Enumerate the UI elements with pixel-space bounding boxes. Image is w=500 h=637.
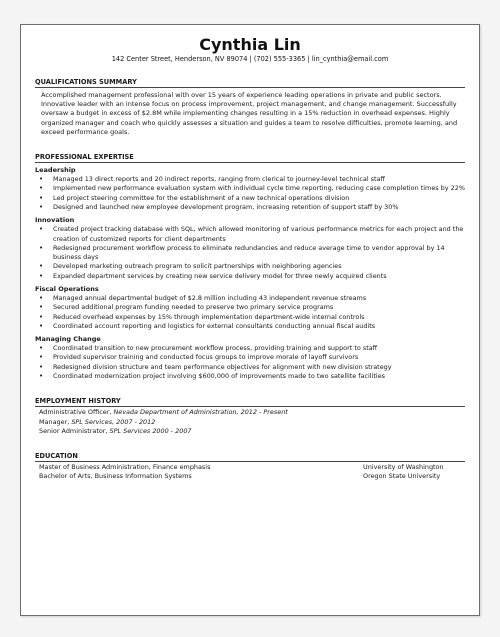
list-item: • Provided supervisor training and conducted focus groups to improve morale of layoff survivors bbox=[35, 353, 465, 362]
list-item: • Coordinated transition to new procurement workflow process, providing training and support to staff bbox=[35, 344, 465, 353]
degree-entry bbox=[35, 463, 465, 472]
expertise-heading: PROFESSIONAL EXPERTISE bbox=[35, 153, 465, 163]
job-org: SPL Services 2000 - 2007 bbox=[109, 426, 192, 435]
job-entry: Administrative Officer, Nevada Department of Administration, 2012 - Present bbox=[39, 408, 288, 417]
list-item: • Managed 13 direct reports and 20 indirect reports, ranging from clerical to journey-level technical staff bbox=[35, 175, 465, 184]
candidate-name: Cynthia Lin bbox=[199, 35, 301, 54]
job-entry: Senior Administrator, SPL Services 2000 - 2007 bbox=[39, 426, 192, 435]
education-list bbox=[35, 463, 465, 481]
job-title: Administrative Officer bbox=[39, 408, 110, 417]
degree-name: Master of Business Administration, Finance emphasis bbox=[39, 462, 211, 471]
list-item: • Coordinated modernization project involving $600,000 of improvements made to two satellite facilities bbox=[35, 372, 465, 381]
list-item: • Managed annual departmental budget of $2.8 million including 43 independent revenue streams bbox=[35, 294, 465, 303]
job-org: Nevada Department of Administration, 2012 - Present bbox=[113, 408, 288, 417]
summary-heading: QUALIFICATIONS SUMMARY bbox=[35, 78, 465, 88]
job-entry: Manager, SPL Services, 2007 - 2012 bbox=[39, 417, 156, 426]
list-item: • Created project tracking database with SQL, which allowed monitoring of various performance metrics for each project and the creation of customized reports for client departments bbox=[35, 225, 465, 244]
group-title: Innovation bbox=[35, 216, 75, 225]
expertise-group-innovation bbox=[35, 216, 465, 281]
school-name: University of Washington bbox=[363, 462, 444, 471]
list-item: • Implemented new performance evaluation system with individual cycle time reporting, reducing case completion times by 22% bbox=[35, 184, 465, 193]
expertise-group-fiscal bbox=[35, 285, 465, 331]
school-name: Oregon State University bbox=[363, 472, 441, 481]
job-title: Manager bbox=[39, 417, 68, 426]
contact-line: 142 Center Street, Henderson, NV 89074 | (702) 555-3365 | lin_cynthia@email.com bbox=[111, 55, 389, 63]
list-item: • Developed marketing outreach program to solicit partnerships with neighboring agencies bbox=[35, 262, 465, 271]
list-item: • Redesigned division structure and team performance objectives for alignment with new division strategy bbox=[35, 363, 465, 372]
education-heading: EDUCATION bbox=[35, 452, 465, 462]
list-item: • Expanded department services by creating new service delivery model for three newly acquired clients bbox=[35, 272, 465, 281]
list-item: • Redesigned procurement workflow process to eliminate redundancies and reduce average time to vendor approval by 14 business days bbox=[35, 244, 465, 263]
resume-page bbox=[20, 24, 480, 616]
expertise-group-change bbox=[35, 335, 465, 381]
list-item: • Led project steering committee for the establishment of a new technical operations division bbox=[35, 194, 465, 203]
employment-list bbox=[35, 408, 465, 436]
expertise-group-leadership bbox=[35, 166, 465, 212]
job-title: Senior Administrator bbox=[39, 426, 106, 435]
list-item: • Designed and launched new employee development program, increasing retention of support staff by 30% bbox=[35, 203, 465, 212]
group-title: Leadership bbox=[35, 166, 76, 175]
list-item: • Coordinated account reporting and logistics for external consultants conducting annual fiscal audits bbox=[35, 322, 465, 331]
list-item: • Secured additional program funding needed to preserve two primary service programs bbox=[35, 303, 465, 312]
degree-name: Bachelor of Arts, Business Information Systems bbox=[39, 472, 192, 481]
list-item: • Reduced overhead expenses by 15% through implementation department-wide internal controls bbox=[35, 313, 465, 322]
group-title: Managing Change bbox=[35, 335, 101, 344]
degree-entry bbox=[35, 472, 465, 481]
employment-heading: EMPLOYMENT HISTORY bbox=[35, 397, 465, 407]
group-title: Fiscal Operations bbox=[35, 284, 99, 293]
job-org: SPL Services, 2007 - 2012 bbox=[71, 417, 156, 426]
summary-text: Accomplished management professional with over 15 years of experience leading operations in private and public sectors. Innovative leader with an intense focus on process improvement, project management, and change management. Successfully oversaw a budget in excess of $2.8M while implementing changes resulting in a 15% reduction in overhead expenses. Highly organized manager and coach who quickly assesses a situation and guides a team to resolve difficulties, promote learning, and exceed performance goals. bbox=[41, 91, 458, 136]
